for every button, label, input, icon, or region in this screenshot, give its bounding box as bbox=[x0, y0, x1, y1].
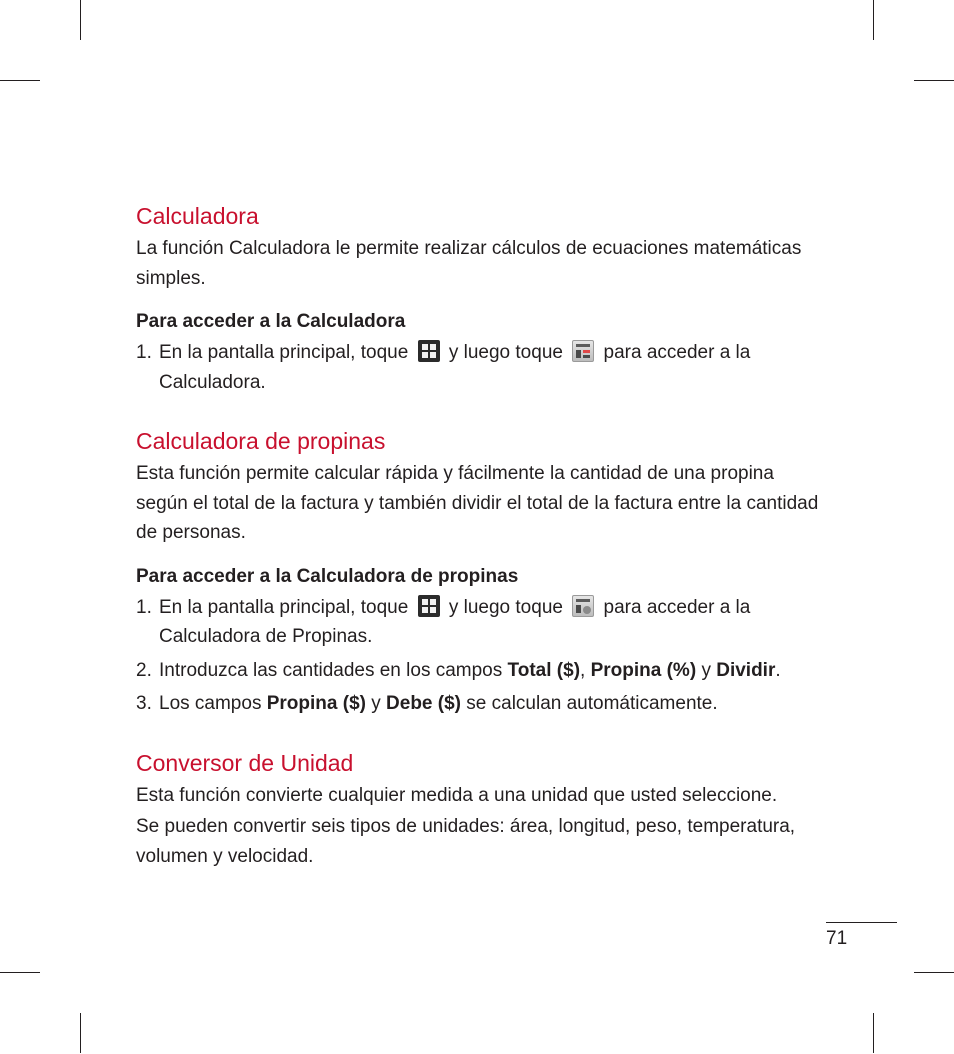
step-text: se calculan automáticamente. bbox=[466, 693, 718, 714]
step-text: En la pantalla principal, toque bbox=[159, 342, 409, 363]
page-content bbox=[136, 200, 826, 871]
step-text: para acceder a la Calculadora de Propinas. bbox=[159, 596, 751, 647]
apps-grid-icon bbox=[418, 340, 440, 362]
apps-grid-icon bbox=[418, 595, 440, 617]
step-text: Los campos bbox=[159, 693, 262, 714]
step-number: 3. bbox=[136, 693, 152, 714]
steps-calculadora bbox=[136, 338, 826, 397]
step-text: , bbox=[580, 659, 586, 681]
step-text: . bbox=[775, 659, 781, 681]
step-text: Introduzca las cantidades en los campos bbox=[159, 659, 503, 681]
section-title-conversor: Conversor de Unidad bbox=[136, 749, 354, 776]
step-text: y bbox=[371, 693, 381, 714]
crop-mark-top-left-vertical bbox=[80, 0, 81, 40]
section-calculadora bbox=[136, 200, 826, 397]
section-intro-calculadora: La función Calculadora le permite realizar cálculos de ecuaciones matemáticas simples. bbox=[136, 238, 802, 289]
crop-mark-top-right-horizontal bbox=[914, 80, 954, 81]
crop-mark-bottom-right-horizontal bbox=[914, 972, 954, 973]
crop-mark-top-left-horizontal bbox=[0, 80, 40, 81]
step-text: y luego toque bbox=[448, 342, 563, 363]
crop-mark-top-right-vertical bbox=[873, 0, 874, 40]
crop-mark-bottom-left-horizontal bbox=[0, 972, 40, 973]
step-number: 1. bbox=[136, 596, 152, 618]
field-name-total: Total ($) bbox=[507, 659, 581, 681]
step-propinas-2 bbox=[136, 656, 826, 686]
step-text: para acceder a la Calculadora. bbox=[159, 342, 751, 393]
section-intro-propinas: Esta función permite calcular rápida y fácilmente la cantidad de una propina según el total de la factura y también dividir el total de la factura entre la cantidad de personas. bbox=[136, 463, 819, 543]
calculator-icon bbox=[572, 340, 594, 362]
section-paragraph-conversor-1: Esta función convierte cualquier medida a una unidad que usted seleccione. bbox=[136, 784, 778, 806]
field-name-propina-percent: Propina (%) bbox=[590, 659, 697, 681]
steps-propinas bbox=[136, 593, 826, 719]
section-paragraph-conversor-2: Se pueden convertir seis tipos de unidades: área, longitud, peso, temperatura, volumen y velocidad. bbox=[136, 816, 796, 867]
step-calculadora-1 bbox=[136, 338, 826, 397]
step-propinas-3 bbox=[136, 689, 826, 719]
field-name-debe: Debe ($) bbox=[386, 693, 461, 714]
page-number: 71 bbox=[826, 928, 848, 949]
section-title-calculadora: Calculadora bbox=[136, 203, 259, 229]
section-propinas bbox=[136, 425, 826, 719]
step-number: 1. bbox=[136, 342, 152, 363]
subheading-calculadora: Para acceder a la Calculadora bbox=[136, 311, 406, 332]
section-title-propinas: Calculadora de propinas bbox=[136, 428, 386, 454]
step-text: y luego toque bbox=[448, 596, 563, 618]
crop-mark-bottom-left-vertical bbox=[80, 1013, 81, 1053]
step-text: En la pantalla principal, toque bbox=[159, 596, 409, 618]
field-name-dividir: Dividir bbox=[716, 659, 776, 681]
section-conversor bbox=[136, 747, 826, 872]
crop-mark-bottom-right-vertical bbox=[873, 1013, 874, 1053]
field-name-propina-amount: Propina ($) bbox=[266, 693, 366, 714]
tip-calculator-icon bbox=[572, 595, 594, 617]
step-propinas-1 bbox=[136, 593, 826, 652]
step-number: 2. bbox=[136, 659, 152, 681]
subheading-propinas: Para acceder a la Calculadora de propinas bbox=[136, 565, 519, 587]
step-text: y bbox=[701, 659, 711, 681]
page-number-rule bbox=[826, 922, 897, 923]
